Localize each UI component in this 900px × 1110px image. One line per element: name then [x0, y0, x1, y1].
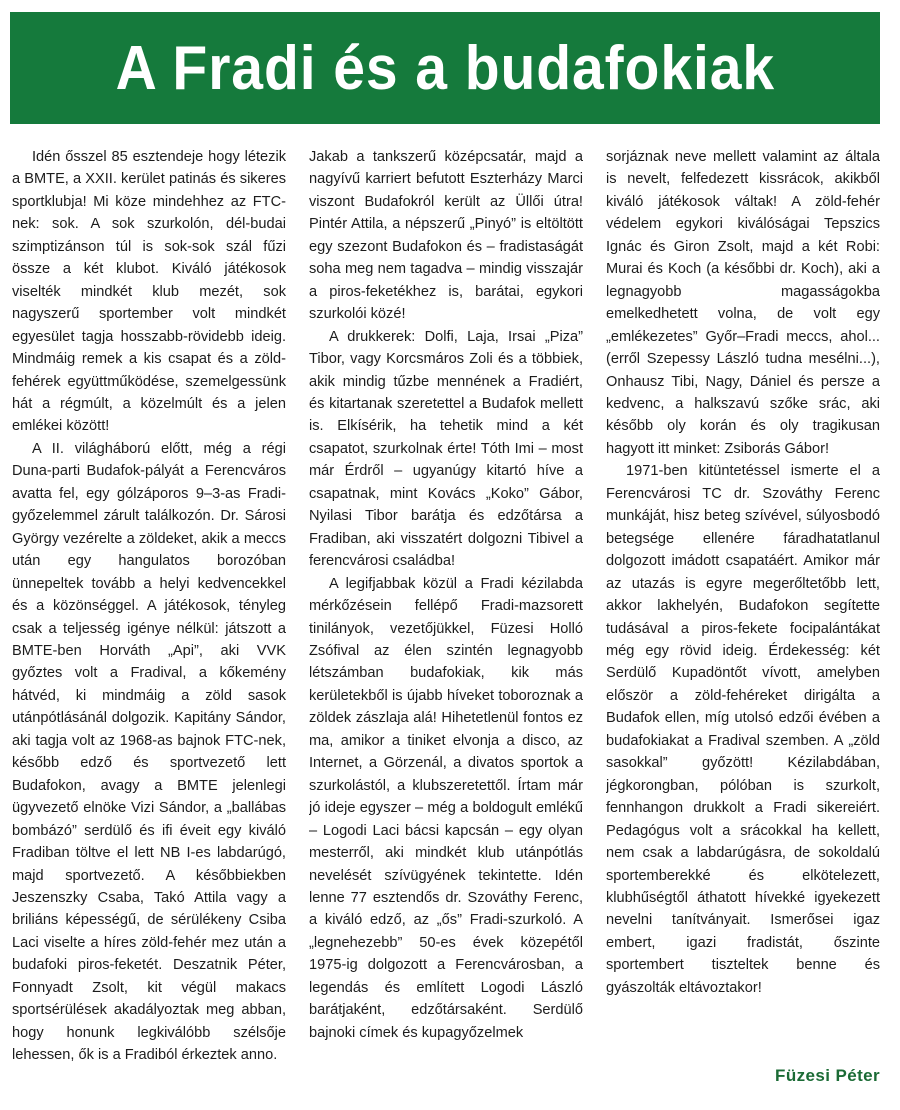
paragraph: A drukkerek: Dolfi, Laja, Irsai „Piza” Tibor, vagy Korcsmáros Zoli és a többiek, akik mindig tűzbe mennének a Fradiért, és kitartanak szeretettel a Budafok mellett is. Elkísérik, ha tehetik mind a két csapatot, szurkolnak érte! Tóth Imi – most már Érdről – ugyanúgy kitartó híve a csapatnak, mint Kovács „Koko” Gábor, Nyilasi Tibor barátja és edzőtársa a Fradiban, aki visszatért dolgozni Tibivel a ferencvárosi családba!	[309, 328, 583, 570]
column-1	[12, 146, 286, 1101]
article-title: A Fradi és a budafokiak	[115, 33, 775, 103]
paragraph: Idén ősszel 85 esztendeje hogy létezik a BMTE, a XXII. kerület patinás és sikeres sportklubja! Mi köze mindehhez az FTC-nek: sok. A sok szurkolón, dél-budai szimptizánson túl is sok-sok szál fűzi össze a két klubot. Kiváló játékosok viselték mindkét klub mezét, sok nagyszerű sportember volt mindkét egyesület tagja hosszabb-rövidebb ideig. Mindmáig remek a kis csapat és a zöld-fehérek együttműködése, szemelgessünk hát a régmúlt, a közelmúlt és a jelen emlékei között!	[12, 149, 286, 435]
paragraph: 1971-ben kitüntetéssel ismerte el a Ferencvárosi TC dr. Szováthy Ferenc munkáját, hisz beteg szívével, súlyosbodó betegsége ellenére fáradhatatlanul dolgozott imádott csapatáért. Amikor már az utazás is egyre megerőltetőbb lett, akkor lakhelyén, Budafokon segítette tudásával a piros-fekete focipalántákat még egy rövid ideig. Érdekesség: két Serdülő Kupadöntőt vívott, amelyben először a zöld-fehéreket dirigálta a Budafok ellen, míg utolsó edzői évében a budafokiakat a Fradival szemben. A „zöld sasokkal” győzött! Kézilabdában, jégkorongban, pólóban is szurkolt, fennhangon drukkolt a Fradi sikereiért. Pedagógus volt a srácokkal ha kellett, nem csak a labdarúgásra, de sokoldalú sportemberekké és elkötelezett, klubhűségtől áthatott hívekké igyekezett nevelni tanítványait. Ismerősei igaz embert, igazi fradistát, őszinte sportembert tiszteltek benne és gyászolták eltávoztakor!	[606, 463, 880, 996]
paragraph: A II. világháború előtt, még a régi Duna-parti Budafok-pályát a Ferencváros avatta fel, egy gólzáporos 9–3-as Fradi-győzelemmel zárult találkozón. Dr. Sárosi György vezérelte a zöldeket, akik a meccs után egy hangulatos borozóban ünnepeltek tovább a helyi kedvencekkel és a közönséggel. A játékosok, tényleg csak a teljesség igénye nélkül: játszott a BMTE-ben Horváth „Api”, aki VVK győztes volt a Fradival, a kőkemény hátvéd, ki mindmáig a zöld sasok utánpótlásánál dolgozik. Kapitány Sándor, aki tagja volt az 1968-as bajnok FTC-nek, később edző és sportvezető lett Budafokon, avagy a BMTE jelenlegi ügyvezető elnöke Vizi Sándor, a „ballábas bombázó” serdülő és ifi éveit egy kiváló Fradiban töltve el lett NB I-es labdarúgó, majd sportvezető. A későbbiekben Jeszenszky Csaba, Takó Attila vagy a briliáns képességű, de sérülékeny Csiba Laci viselte a híres zöld-fehér mez után a budafoki piros-feketét. Deszatnik Péter, Fonnyadt Zsolt, kit végül makacs sportsérülések akadályoztak meg abban, hogy honunk legkiválóbb szélsője lehessen, ők is a Fradiból érkeztek anno.	[12, 440, 286, 1064]
column-3	[606, 146, 880, 1101]
author-signature: Füzesi Péter	[775, 1066, 880, 1085]
paragraph: Jakab a tankszerű középcsatár, majd a nagyívű karriert befutott Eszterházy Marci viszont Budafokról került az Üllői útra! Pintér Attila, a népszerű „Pinyó” is eltöltött egy szezont Budafokon és – fradistaságát soha meg nem tagadva – mindig visszajár a piros-feketékhez is, barátai, egykori szurkolói közé!	[309, 149, 583, 323]
paragraph: A legifjabbak közül a Fradi kézilabda mérkőzésein fellépő Fradi-mazsorett tinilányok, vezetőjükkel, Füzesi Holló Zsófival az élen szintén legnagyobb létszámban budafokiak, kik más kerületekből is újabb híveket toboroznak a zöldek zászlaja alá! Hihetetlenül fontos ez ma, amikor a tiniket elvonja a disco, az Internet, a Görzenál, a divatos sportok a szurkolástól, a klubszeretettől. Írtam már jó ideje egyszer – még a boldogult emlékű – Logodi Laci bácsi kapcsán – egy olyan mesterről, aki mindkét klub utánpótlás nevelését szívügyének tekintette. Idén lenne 77 esztendős dr. Szováthy Ferenc, a kiváló edző, az „ős” Fradi-szurkoló. A „legnehezebb” 50-es évek közepétől 1975-ig dolgozott a Ferencvárosban, a legendás és említett Logodi László barátjaként, edzőtársaként. Serdülő bajnoki címek és kupagyőzelmek	[309, 575, 583, 1041]
paragraph: sorjáznak neve mellett valamint az általa is nevelt, felfedezett kissrácok, akikből kiváló játékosok váltak! A zöld-fehér védelem egykori kiválóságai Tepszics Ignác és Giron Zsolt, majd a két Robi: Murai és Koch (a későbbi dr. Koch), aki a legnagyobb magasságokba emelkedhetett volna, de volt egy „emlékezetes” Győr–Fradi meccs, ahol... (erről Szepessy László tudna mesélni...), Onhausz Tibi, Nagy, Dániel és persze a kedvenc, a halkszavú szőke srác, aki később oly korán és oly tragikusan hagyott itt minket: Zsiborás Gábor!	[606, 149, 880, 457]
column-2	[309, 146, 583, 1101]
title-banner	[10, 12, 880, 124]
article-body	[12, 146, 880, 1101]
